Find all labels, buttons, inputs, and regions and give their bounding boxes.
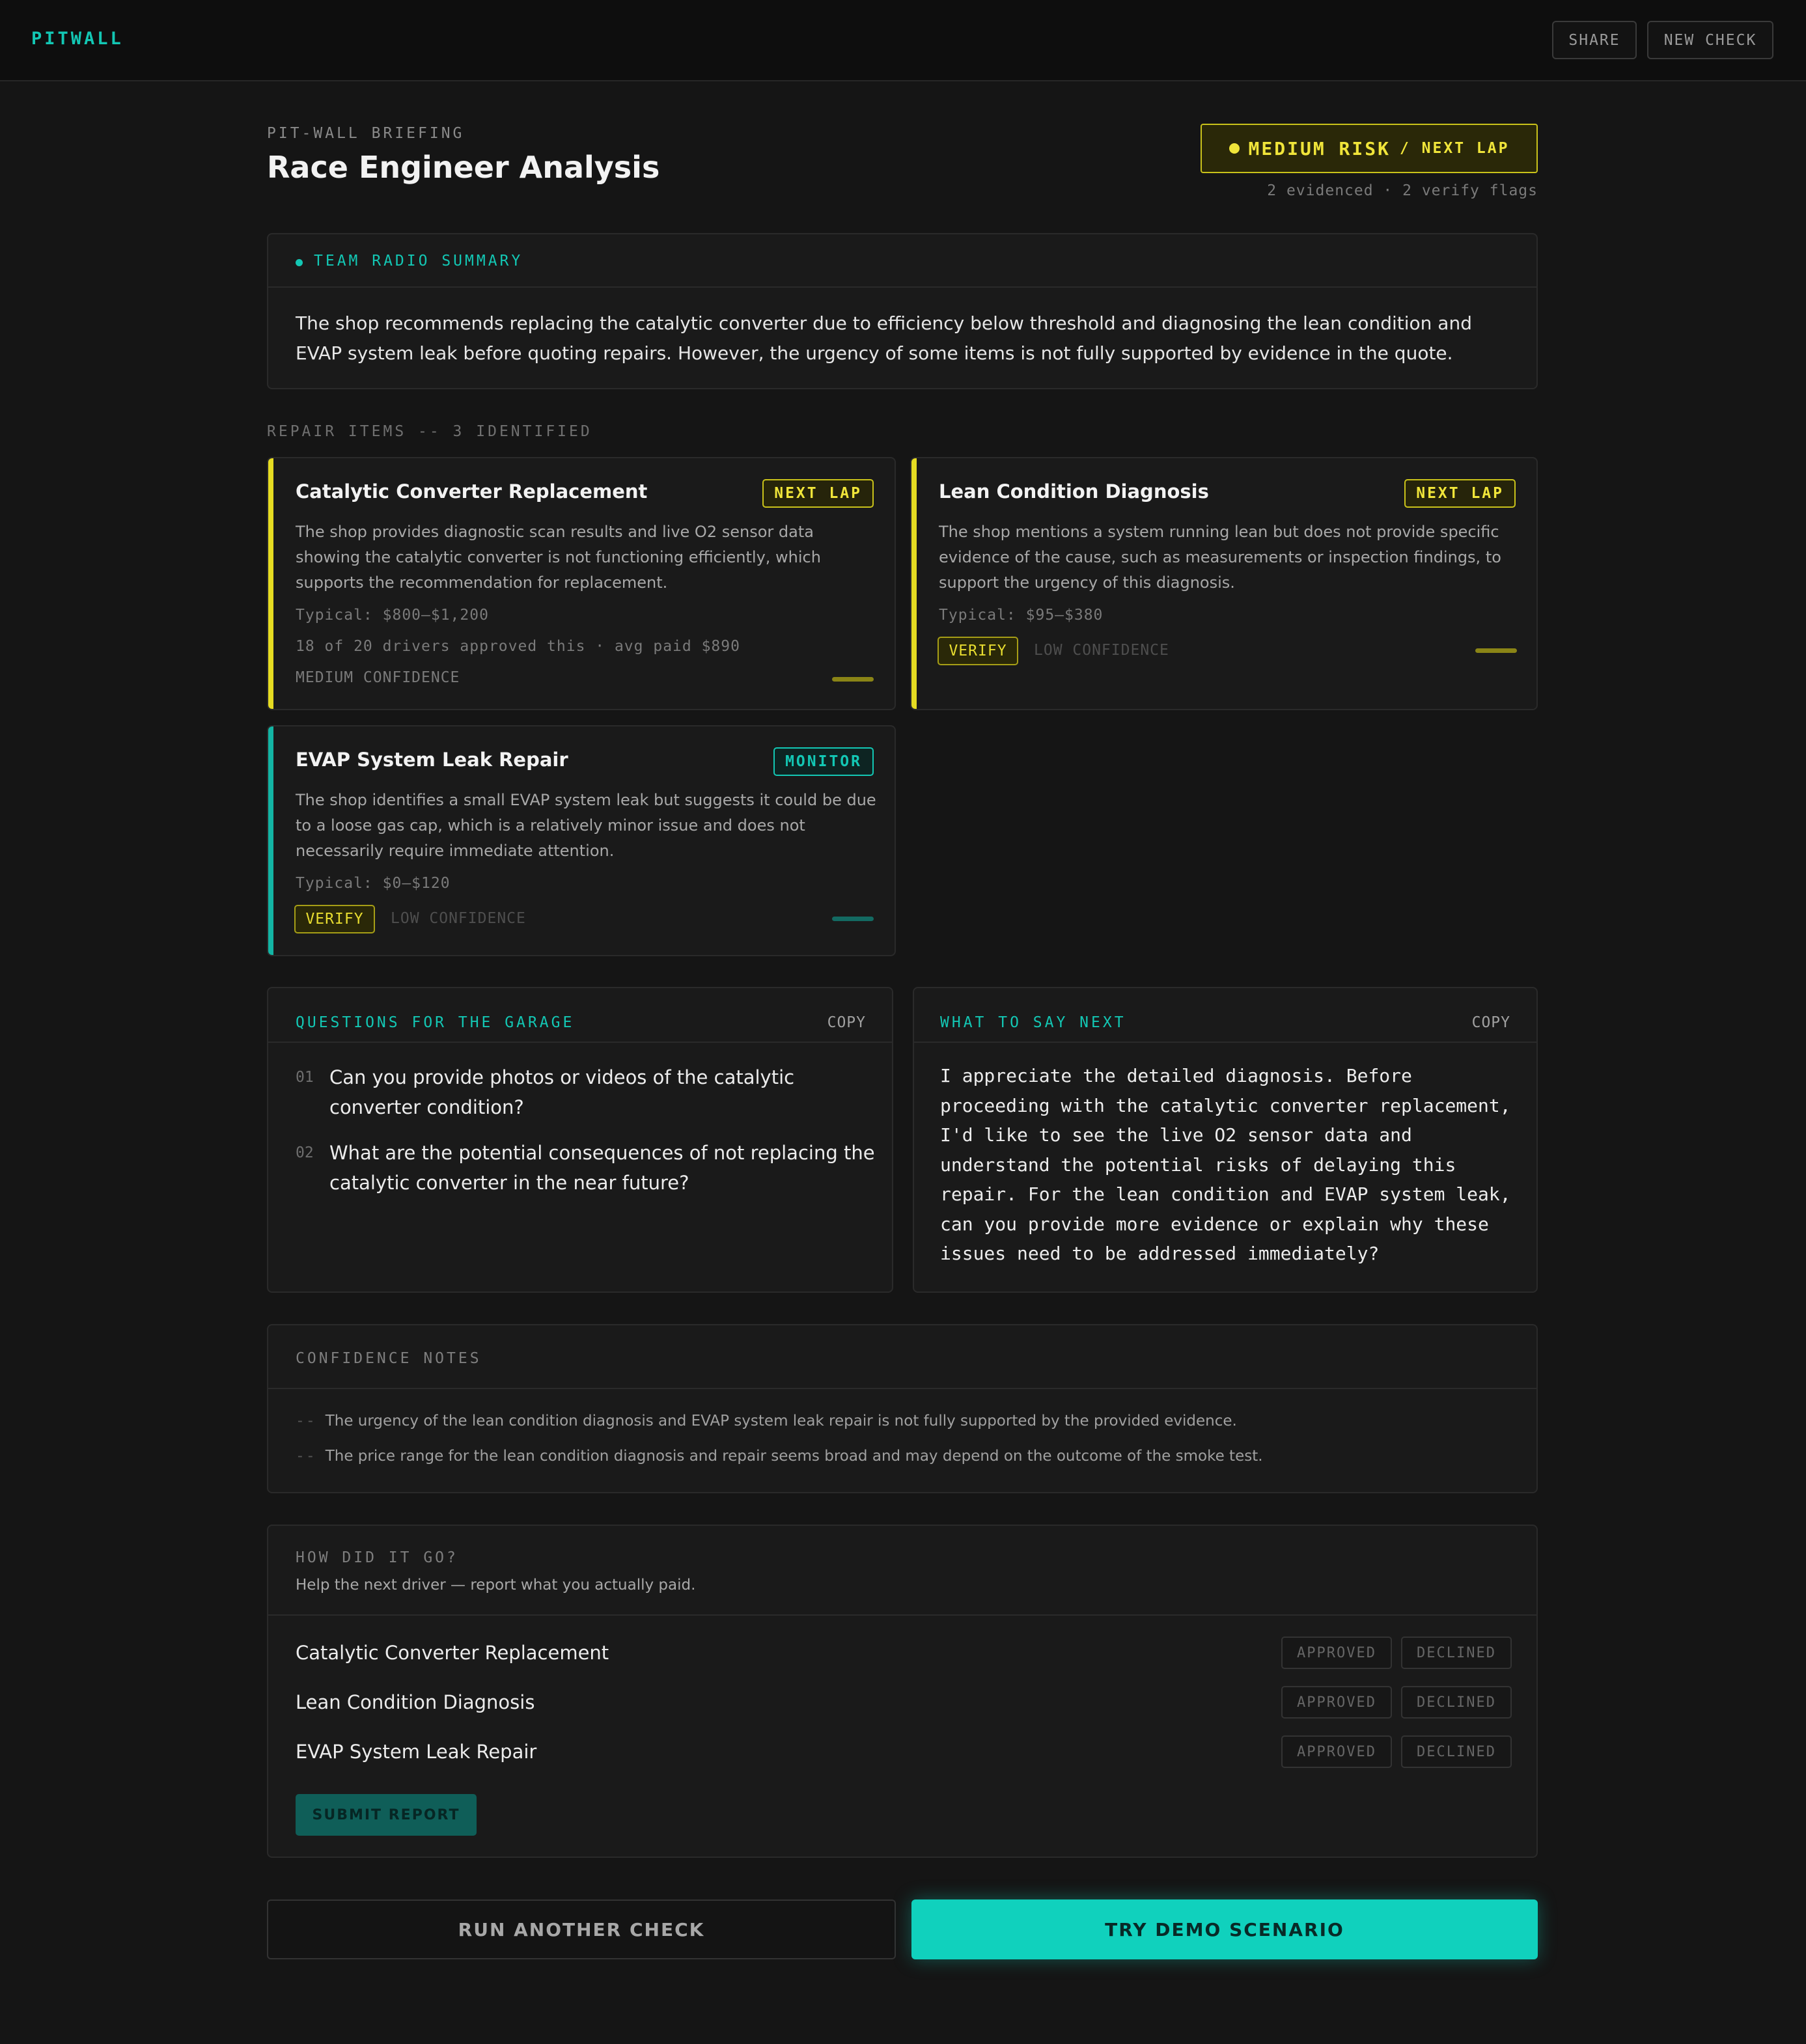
urgency-tag: NEXT LAP — [762, 479, 874, 508]
page-eyebrow: PIT-WALL BRIEFING — [267, 125, 465, 142]
run-another-check-button[interactable]: RUN ANOTHER CHECK — [267, 1899, 896, 1959]
feedback-subtitle: Help the next driver — report what you actually paid. — [296, 1577, 696, 1594]
question-number: 01 — [296, 1069, 314, 1086]
page-title: Race Engineer Analysis — [267, 150, 660, 185]
confidence-note — [296, 1413, 1237, 1429]
confidence-bar — [832, 677, 874, 682]
note-text: The price range for the lean condition diagnosis and repair seems broad and may depend on the outcome of the smoke test. — [325, 1448, 1263, 1465]
approved-button[interactable]: APPROVED — [1281, 1686, 1392, 1719]
card-stripe — [911, 458, 917, 709]
divider — [268, 1614, 1536, 1616]
verify-badge: VERIFY — [938, 637, 1018, 665]
feedback-item-label: EVAP System Leak Repair — [296, 1741, 537, 1763]
repair-card-catalytic — [267, 457, 896, 710]
question-text: What are the potential consequences of not replacing the catalytic converter in the near future? — [329, 1142, 875, 1194]
question-number: 02 — [296, 1144, 314, 1161]
typical-price: Typical: $800–$1,200 — [296, 607, 489, 624]
risk-dot-icon — [1229, 143, 1240, 154]
submit-report-button[interactable]: SUBMIT REPORT — [296, 1794, 477, 1836]
confidence-note — [296, 1448, 1263, 1465]
repair-card-evap — [267, 725, 896, 956]
declined-button[interactable]: DECLINED — [1401, 1637, 1512, 1669]
confidence-level: MEDIUM CONFIDENCE — [296, 669, 460, 686]
copy-questions-button[interactable]: COPY — [827, 1014, 866, 1031]
declined-button[interactable]: DECLINED — [1401, 1735, 1512, 1768]
feedback-panel — [267, 1525, 1538, 1858]
card-stripe — [268, 458, 273, 709]
divider — [268, 286, 1536, 288]
note-text: The urgency of the lean condition diagnosis and EVAP system leak repair is not fully supported by the provided evidence. — [325, 1413, 1237, 1429]
confidence-notes-label: CONFIDENCE NOTES — [296, 1350, 482, 1367]
feedback-item-label: Catalytic Converter Replacement — [296, 1642, 609, 1664]
verify-badge: VERIFY — [294, 905, 375, 933]
feedback-label: HOW DID IT GO? — [296, 1549, 458, 1566]
repair-description: The shop mentions a system running lean but does not provide specific evidence of the cause, such as measurements or inspection findings, to support the urgency of this diagnosis. — [939, 523, 1501, 592]
what-to-say-panel — [913, 987, 1538, 1293]
approved-button[interactable]: APPROVED — [1281, 1637, 1392, 1669]
divider — [914, 1042, 1536, 1043]
questions-label: QUESTIONS FOR THE GARAGE — [296, 1014, 575, 1031]
risk-badge — [1201, 124, 1538, 173]
repair-description: The shop provides diagnostic scan results and live O2 sensor data showing the catalytic converter is not functioning efficiently, which supports the recommendation for replacement. — [296, 523, 821, 592]
feedback-item-label: Lean Condition Diagnosis — [296, 1691, 535, 1713]
note-bullet: -- — [296, 1413, 316, 1429]
questions-panel — [267, 987, 893, 1293]
risk-level: MEDIUM RISK — [1248, 137, 1391, 159]
risk-timing: / NEXT LAP — [1399, 140, 1510, 157]
urgency-tag: MONITOR — [773, 747, 874, 776]
try-demo-scenario-button[interactable]: TRY DEMO SCENARIO — [911, 1899, 1538, 1959]
repair-title: Lean Condition Diagnosis — [939, 480, 1209, 503]
script-text: I appreciate the detailed diagnosis. Before proceeding with the catalytic converter replacement, I'd like to see the live O2 sensor data and understand the potential risks of delaying this repair. For the lean condition and EVAP system leak, can you provide more evidence or explain why these issues need to be addressed immediately? — [940, 1065, 1511, 1264]
script-label: WHAT TO SAY NEXT — [940, 1014, 1126, 1031]
confidence-level: LOW CONFIDENCE — [1034, 642, 1169, 659]
note-bullet: -- — [296, 1448, 316, 1465]
urgency-tag: NEXT LAP — [1404, 479, 1516, 508]
confidence-bar — [1475, 648, 1517, 653]
repair-title: Catalytic Converter Replacement — [296, 480, 648, 503]
declined-button[interactable]: DECLINED — [1401, 1686, 1512, 1719]
confidence-bar — [832, 917, 874, 921]
confidence-level: LOW CONFIDENCE — [391, 910, 526, 927]
top-bar — [0, 0, 1806, 81]
divider — [268, 1388, 1536, 1389]
new-check-button[interactable]: NEW CHECK — [1647, 21, 1773, 59]
summary-dot-icon — [296, 259, 303, 266]
confidence-notes-panel — [267, 1324, 1538, 1493]
repair-items-heading: REPAIR ITEMS -- 3 IDENTIFIED — [267, 423, 592, 440]
repair-description: The shop identifies a small EVAP system leak but suggests it could be due to a loose gas cap, which is a relatively minor issue and does not necessarily require immediate attention. — [296, 791, 876, 860]
divider — [268, 1042, 892, 1043]
typical-price: Typical: $0–$120 — [296, 875, 451, 892]
community-stats: 18 of 20 drivers approved this · avg paid $890 — [296, 638, 740, 655]
repair-title: EVAP System Leak Repair — [296, 749, 568, 771]
evidence-meta: 2 evidenced · 2 verify flags — [1267, 182, 1538, 199]
repair-card-lean-condition — [910, 457, 1538, 710]
typical-price: Typical: $95–$380 — [939, 607, 1104, 624]
question-text: Can you provide photos or videos of the catalytic converter condition? — [329, 1066, 795, 1118]
approved-button[interactable]: APPROVED — [1281, 1735, 1392, 1768]
team-radio-summary-panel — [267, 233, 1538, 389]
copy-script-button[interactable]: COPY — [1471, 1014, 1510, 1031]
summary-text: The shop recommends replacing the catalytic converter due to efficiency below threshold and diagnosing the lean condition and EVAP system leak before quoting repairs. However, the urgency of some items is not fully supported by evidence in the quote. — [296, 312, 1472, 364]
summary-label: TEAM RADIO SUMMARY — [314, 253, 523, 269]
card-stripe — [268, 726, 273, 955]
brand-logo[interactable]: PITWALL — [31, 29, 124, 49]
share-button[interactable]: SHARE — [1552, 21, 1637, 59]
